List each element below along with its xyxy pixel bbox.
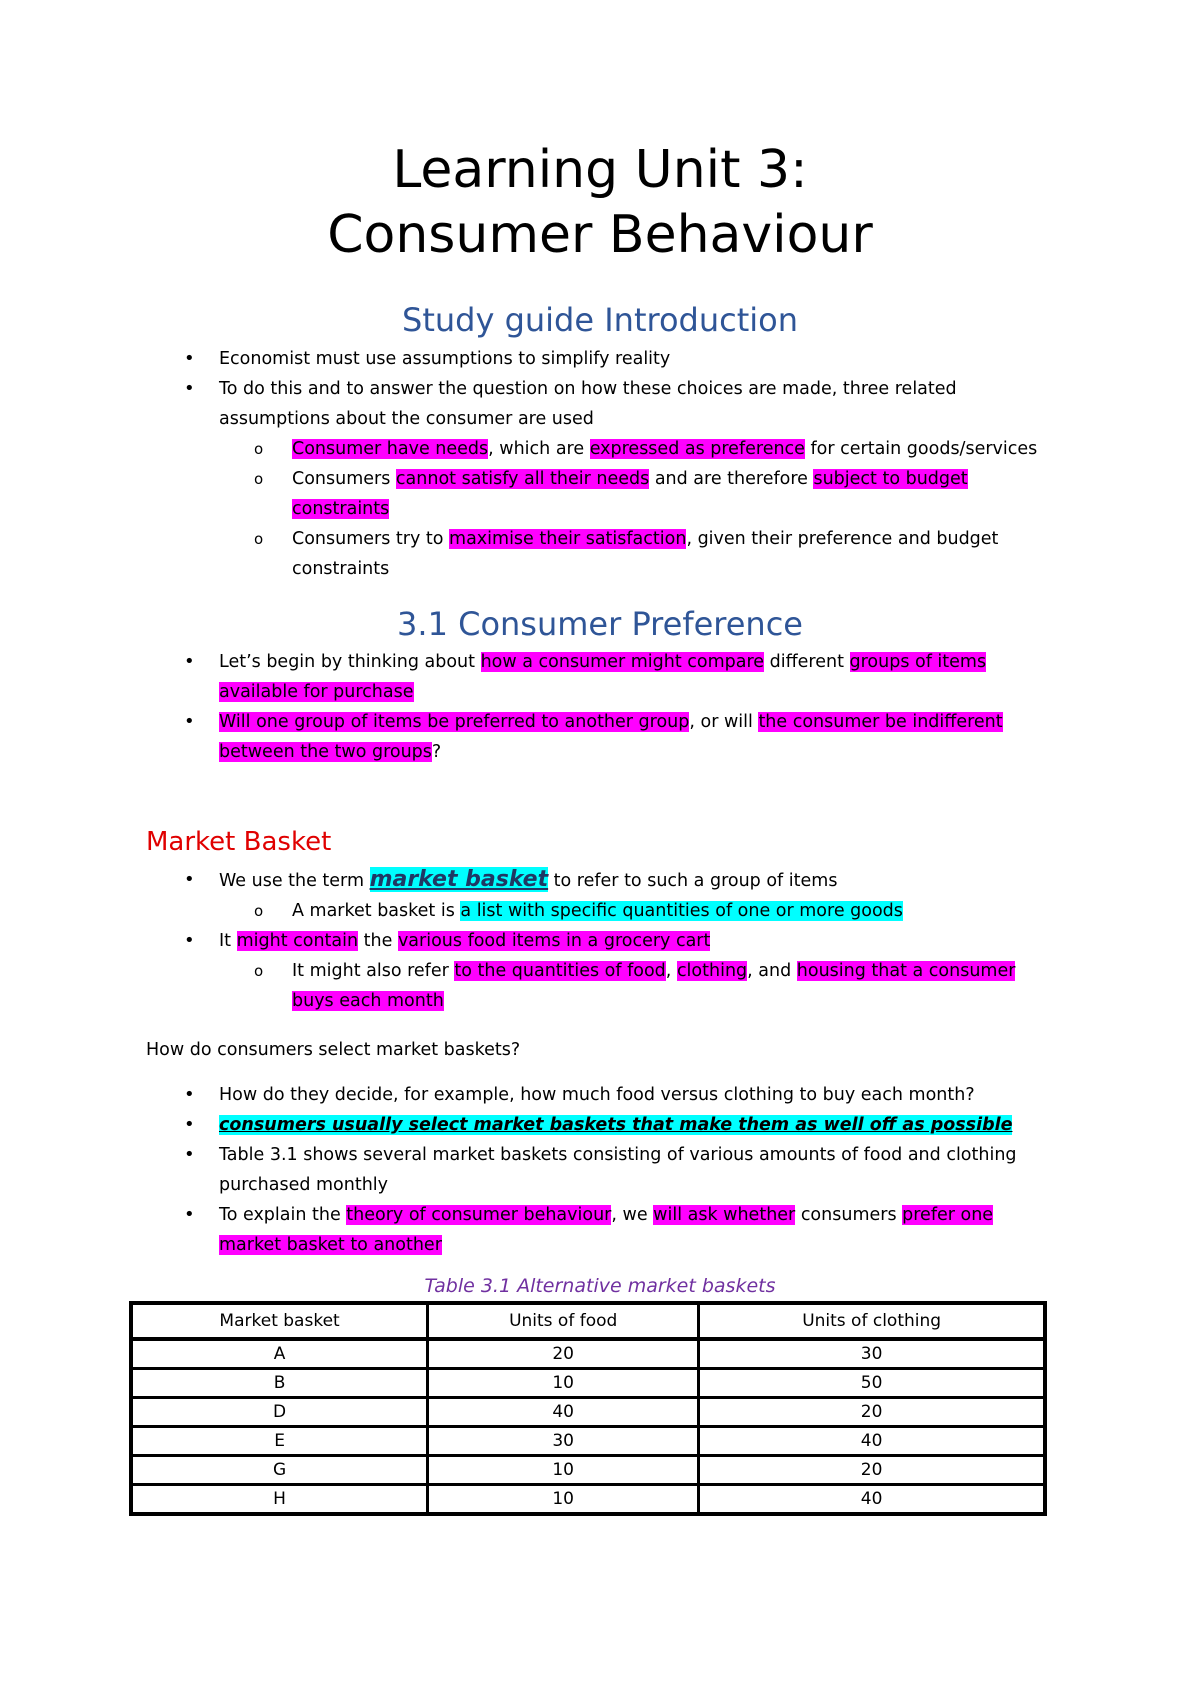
table-cell: 40 — [697, 1483, 1043, 1512]
intro-heading: Study guide Introduction — [402, 301, 798, 339]
circle-bullet-icon: o — [254, 440, 264, 458]
intro-list — [0, 344, 1200, 584]
list-item: • Will one group of items be preferred to another group, or will the consumer be indifferent between the two groups? — [0, 707, 1059, 767]
sub-list — [219, 956, 1059, 1016]
list-item: • Table 3.1 shows several market baskets consisting of various amounts of food and clothing purchased monthly — [0, 1140, 1059, 1200]
question-text: How do consumers select market baskets? — [146, 1040, 521, 1060]
table-header-row — [133, 1305, 1043, 1338]
bullet-icon: • — [184, 348, 195, 369]
title-line-2: Consumer Behaviour — [327, 205, 873, 265]
bullet-icon: • — [184, 1204, 195, 1225]
bullet-icon: • — [184, 1144, 195, 1165]
table-row — [133, 1338, 1043, 1367]
list-item: • It might contain the various food items in a grocery cart o It might also refer to the quantities of food, clothing, and housing that a consumer buys each month — [0, 926, 1059, 1016]
sub-list-item: o A market basket is a list with specific quantities of one or more goods — [292, 896, 1062, 926]
table-cell: 20 — [697, 1454, 1043, 1483]
table-cell: A — [133, 1338, 426, 1367]
header-cell: Units of food — [426, 1305, 697, 1338]
circle-bullet-icon: o — [254, 962, 264, 980]
table-cell: 40 — [697, 1425, 1043, 1454]
table-cell: 30 — [697, 1338, 1043, 1367]
list-item: • To do this and to answer the question on how these choices are made, three related assumptions about the consumer are used o Consumer have needs, which are expressed as preference for certain goods/services o Consumers cannot satisfy all their needs and are therefore subject to budget constraints o Consumers try to maximise their satisfaction, given their preference and budget constraints — [0, 374, 1059, 584]
table-cell: D — [133, 1396, 426, 1425]
sub-list — [219, 434, 1059, 584]
table-cell: 50 — [697, 1367, 1043, 1396]
market-basket-heading: Market Basket — [146, 827, 332, 857]
table-cell: G — [133, 1454, 426, 1483]
bullet-icon: • — [184, 1114, 195, 1135]
market-basket-term: market basket — [369, 867, 549, 892]
table-row — [133, 1396, 1043, 1425]
preference-list — [0, 647, 1200, 767]
header-cell: Market basket — [133, 1305, 426, 1338]
sub-list-item: o Consumer have needs, which are expressed as preference for certain goods/services — [292, 434, 1062, 464]
sub-list-item: o Consumers cannot satisfy all their needs and are therefore subject to budget constraints — [292, 464, 1062, 524]
sub-list — [219, 896, 1059, 926]
list-item: • Let’s begin by thinking about how a consumer might compare different groups of items available for purchase — [0, 647, 1059, 707]
bullet-icon: • — [184, 378, 195, 399]
preference-heading: 3.1 Consumer Preference — [397, 605, 803, 643]
table-row — [133, 1367, 1043, 1396]
sub-list-item: o Consumers try to maximise their satisfaction, given their preference and budget constraints — [292, 524, 1062, 584]
bullet-icon: • — [184, 711, 195, 732]
table-cell: 10 — [426, 1483, 697, 1512]
market-basket-list — [0, 865, 1200, 1016]
table-cell: 10 — [426, 1367, 697, 1396]
table-row — [133, 1425, 1043, 1454]
table-cell: 10 — [426, 1454, 697, 1483]
bullet-icon: • — [184, 651, 195, 672]
title-line-1: Learning Unit 3: — [392, 140, 808, 200]
table-cell: E — [133, 1425, 426, 1454]
bullet-icon: • — [184, 930, 195, 951]
table-caption: Table 3.1 Alternative market baskets — [424, 1275, 776, 1297]
table-cell: 40 — [426, 1396, 697, 1425]
table-cell: B — [133, 1367, 426, 1396]
table-cell: 30 — [426, 1425, 697, 1454]
table-cell: H — [133, 1483, 426, 1512]
header-cell: Units of clothing — [697, 1305, 1043, 1338]
list-item: • consumers usually select market baskets that make them as well off as possible — [0, 1110, 1059, 1140]
table-row — [133, 1454, 1043, 1483]
circle-bullet-icon: o — [254, 470, 264, 488]
list-item: • We use the term market basket to refer to such a group of items o A market basket is a list with specific quantities of one or more goods — [0, 865, 1059, 926]
list-item: • Economist must use assumptions to simplify reality — [0, 344, 1059, 374]
table-cell: 20 — [426, 1338, 697, 1367]
list-item: • How do they decide, for example, how much food versus clothing to buy each month? — [0, 1080, 1059, 1110]
list-item: • To explain the theory of consumer behaviour, we will ask whether consumers prefer one market basket to another — [0, 1200, 1059, 1260]
table-row — [133, 1483, 1043, 1512]
question-list — [0, 1080, 1200, 1260]
bullet-icon: • — [184, 1084, 195, 1105]
market-baskets-table — [129, 1301, 1047, 1516]
bullet-icon: • — [184, 869, 195, 890]
table-cell: 20 — [697, 1396, 1043, 1425]
circle-bullet-icon: o — [254, 530, 264, 548]
sub-list-item: o It might also refer to the quantities of food, clothing, and housing that a consumer buys each month — [292, 956, 1062, 1016]
circle-bullet-icon: o — [254, 902, 264, 920]
